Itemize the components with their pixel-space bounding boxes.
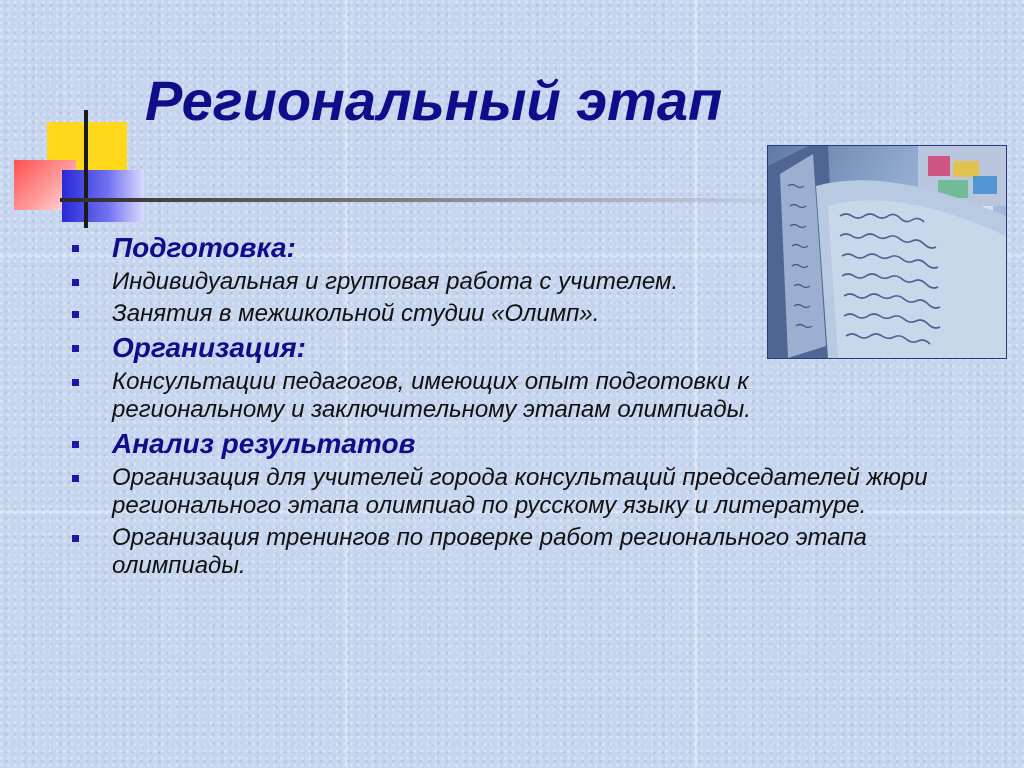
section-heading-organization: Организация:	[112, 332, 306, 363]
list-item	[70, 268, 970, 296]
square-bullet-icon	[72, 311, 79, 318]
list-item	[70, 428, 970, 460]
list-item-text: Занятия в межшкольной студии «Олимп».	[112, 300, 600, 327]
list-item	[70, 524, 970, 580]
decor-blue-square	[62, 170, 144, 222]
list-item-text: Организация тренингов по проверке работ регионального этапа олимпиады.	[112, 524, 867, 579]
decor-vertical-line	[84, 110, 88, 228]
list-item	[70, 368, 970, 424]
square-bullet-icon	[72, 535, 79, 542]
slide-bullet-list	[70, 232, 970, 584]
section-heading-analysis: Анализ результатов	[112, 428, 416, 459]
list-item-text: Организация для учителей города консультаций председателей жюри регионального этапа олимпиад по русскому языку и литературе.	[112, 464, 928, 519]
title-underline	[60, 198, 800, 202]
list-item	[70, 332, 970, 364]
slide-title: Региональный этап	[145, 69, 723, 132]
list-item	[70, 464, 970, 520]
list-item	[70, 232, 970, 264]
section-heading-preparation: Подготовка:	[112, 232, 296, 263]
square-bullet-icon	[72, 279, 79, 286]
square-bullet-icon	[72, 475, 79, 482]
list-item	[70, 300, 970, 328]
square-bullet-icon	[72, 345, 79, 352]
square-bullet-icon	[72, 441, 79, 448]
square-bullet-icon	[72, 379, 79, 386]
list-item-text: Индивидуальная и групповая работа с учителем.	[112, 268, 679, 295]
square-bullet-icon	[72, 245, 79, 252]
list-item-text: Консультации педагогов, имеющих опыт подготовки к региональному и заключительному этапам олимпиады.	[112, 368, 751, 423]
